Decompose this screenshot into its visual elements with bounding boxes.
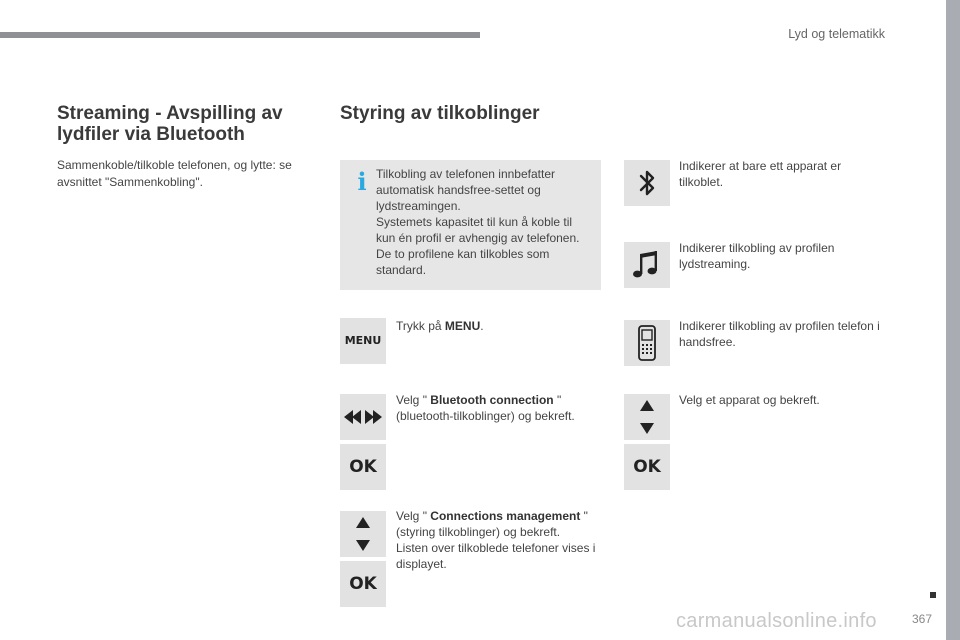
- up-down-button[interactable]: [624, 394, 670, 440]
- music-indicator: [624, 242, 670, 288]
- ok-button[interactable]: [340, 444, 386, 490]
- ok-button-label: OK: [349, 457, 377, 477]
- phone-indicator: [624, 320, 670, 366]
- menu-button[interactable]: [340, 318, 386, 364]
- up-down-arrows-icon: [340, 511, 386, 557]
- info-box: [340, 160, 601, 290]
- music-note-icon: [624, 242, 670, 288]
- ok-button[interactable]: [340, 561, 386, 607]
- page-edge-strip: [946, 0, 960, 640]
- info-text: [376, 166, 591, 278]
- step-menu: Trykk på MENU.: [396, 319, 484, 333]
- info-icon: i: [357, 167, 367, 196]
- ok-button[interactable]: [624, 444, 670, 490]
- bluetooth-icon: [624, 160, 670, 206]
- music-description: Indikerer tilkobling av profilen lydstreaming.: [679, 241, 835, 271]
- phone-description: Indikerer tilkobling av profilen telefon i handsfree.: [679, 319, 880, 349]
- section-title: Lyd og telematikk: [788, 27, 885, 41]
- select-description: Velg et apparat og bekreft.: [679, 393, 820, 407]
- bluetooth-description: Indikerer at bare ett apparat er tilkoblet.: [679, 159, 842, 189]
- header-bar: [0, 32, 480, 38]
- step-bluetooth-connection: Velg " Bluetooth connection " (bluetooth-tilkoblinger) og bekreft.: [396, 393, 575, 423]
- info-text-body: Tilkobling av telefonen innbefatter automatisk handsfree-settet og lydstreamingen. Systemets kapasitet til kun å koble til kun én profil er avhengig av telefonen. De to profilene kan tilkobles som standard.: [376, 167, 580, 277]
- streaming-heading: Streaming - Avspilling av lydfiler via Bluetooth: [57, 103, 283, 145]
- streaming-text: Sammenkoble/tilkoble telefonen, og lytte: se avsnittet "Sammenkobling".: [57, 158, 292, 189]
- mobile-phone-icon: [624, 320, 670, 366]
- ok-button-label: OK: [633, 457, 661, 477]
- step-connections-management: Velg " Connections management " (styring tilkoblinger) og bekreft. Listen over tilkoblede telefoner vises i displayet.: [396, 509, 596, 571]
- page-number: 367: [912, 612, 933, 626]
- seek-button[interactable]: [340, 394, 386, 440]
- seek-arrows-icon: [340, 394, 386, 440]
- bluetooth-indicator: [624, 160, 670, 206]
- ok-button-label: OK: [349, 574, 377, 594]
- up-down-arrows-icon: [624, 394, 670, 440]
- up-down-button[interactable]: [340, 511, 386, 557]
- corner-marker: [930, 592, 936, 598]
- connections-heading: Styring av tilkoblinger: [340, 103, 540, 124]
- menu-button-label: MENU: [344, 334, 382, 347]
- watermark: carmanualsonline.info: [676, 610, 877, 632]
